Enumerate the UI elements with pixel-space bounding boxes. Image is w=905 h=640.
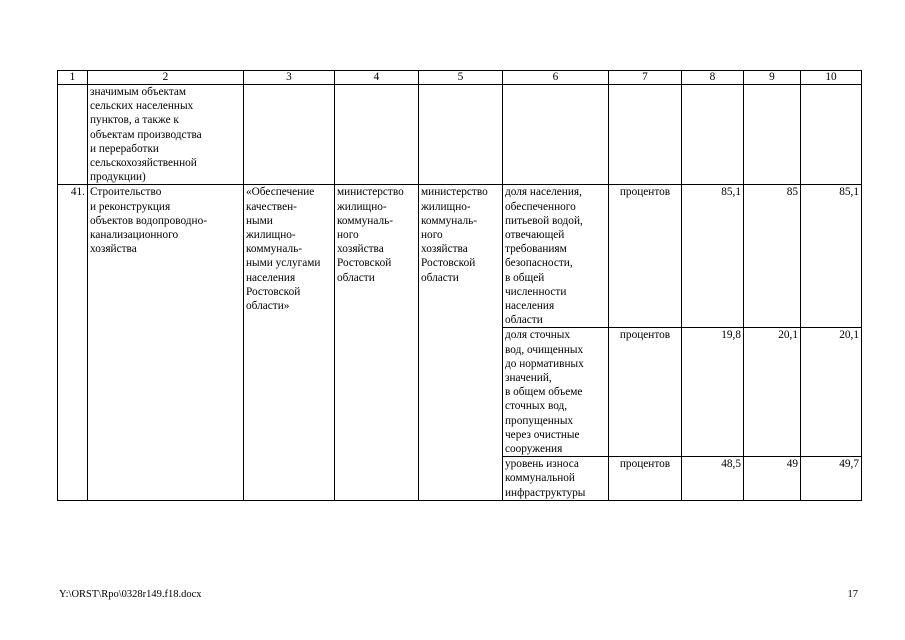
indicators-table bbox=[57, 70, 862, 501]
indicator-value-col9: 85 bbox=[744, 185, 801, 328]
header-cell: 8 bbox=[682, 71, 744, 85]
indicator-unit: процентов bbox=[609, 457, 682, 501]
header-cell: 10 bbox=[801, 71, 862, 85]
program-name: «Обеспечение качествен- ными жилищно- коммуналь- ными услугами населения Ростовской области» bbox=[244, 185, 335, 500]
indicator-value-col10: 49,7 bbox=[801, 457, 862, 501]
table-header-row bbox=[58, 71, 862, 85]
table-row-41 bbox=[58, 185, 862, 328]
indicator-name: доля сточных вод, очищенных до нормативных значений, в общем объеме сточных вод, пропущенных через очистные сооружения bbox=[503, 328, 609, 457]
header-cell: 3 bbox=[244, 71, 335, 85]
responsible-ministry: министерство жилищно- коммуналь- ного хозяйства Ростовской области bbox=[335, 185, 419, 500]
table-cell bbox=[244, 85, 335, 185]
indicator-value-col9: 49 bbox=[744, 457, 801, 501]
table-cell bbox=[503, 85, 609, 185]
table-cell bbox=[682, 85, 744, 185]
indicator-name: доля населения, обеспеченного питьевой водой, отвечающей требованиям безопасности, в общей численности населения области bbox=[503, 185, 609, 328]
header-cell: 2 bbox=[88, 71, 244, 85]
indicator-unit: процентов bbox=[609, 185, 682, 328]
table-cell bbox=[419, 85, 503, 185]
coexecutor-ministry: министерство жилищно- коммуналь- ного хозяйства Ростовской области bbox=[419, 185, 503, 500]
indicator-value-col10: 85,1 bbox=[801, 185, 862, 328]
row-number: 41. bbox=[58, 185, 88, 500]
indicator-value-col9: 20,1 bbox=[744, 328, 801, 457]
table-cell bbox=[609, 85, 682, 185]
continuation-text: значимым объектам сельских населенных пунктов, а также к объектам производства и переработки сельскохозяйственной продукции) bbox=[88, 85, 244, 185]
table-cell bbox=[58, 85, 88, 185]
page-number: 17 bbox=[847, 589, 858, 600]
header-cell: 1 bbox=[58, 71, 88, 85]
header-cell: 4 bbox=[335, 71, 419, 85]
indicator-value-col8: 48,5 bbox=[682, 457, 744, 501]
header-cell: 6 bbox=[503, 71, 609, 85]
activity-name: Строительство и реконструкция объектов водопроводно- канализационного хозяйства bbox=[88, 185, 244, 500]
indicator-value-col10: 20,1 bbox=[801, 328, 862, 457]
header-cell: 5 bbox=[419, 71, 503, 85]
indicator-value-col8: 19,8 bbox=[682, 328, 744, 457]
table-cell bbox=[335, 85, 419, 185]
table-row-continuation bbox=[58, 85, 862, 185]
indicator-unit: процентов bbox=[609, 328, 682, 457]
indicator-value-col8: 85,1 bbox=[682, 185, 744, 328]
indicator-name: уровень износа коммунальной инфраструктуры bbox=[503, 457, 609, 501]
table-cell bbox=[801, 85, 862, 185]
document-path: Y:\ORST\Rpo\0328r149.f18.docx bbox=[59, 589, 202, 600]
table-cell bbox=[744, 85, 801, 185]
header-cell: 9 bbox=[744, 71, 801, 85]
header-cell: 7 bbox=[609, 71, 682, 85]
